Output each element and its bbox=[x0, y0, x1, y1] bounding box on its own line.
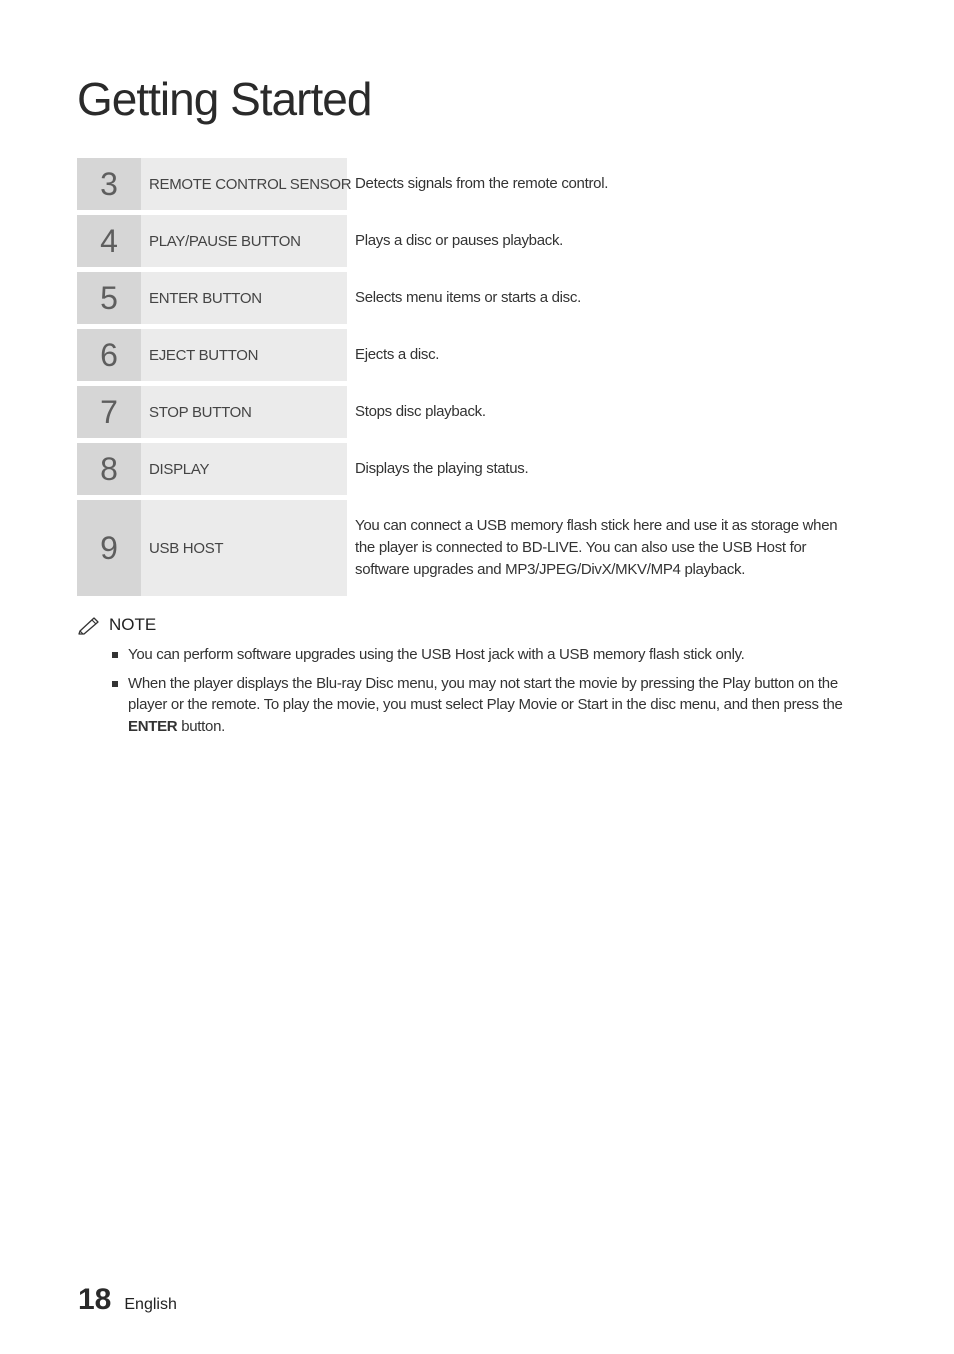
item-name: STOP BUTTON bbox=[141, 386, 347, 438]
item-description: Ejects a disc. bbox=[355, 346, 440, 363]
component-table bbox=[77, 158, 867, 601]
item-number: 9 bbox=[77, 500, 141, 596]
item-number: 4 bbox=[77, 215, 141, 267]
page-language: English bbox=[124, 1296, 177, 1313]
list-item bbox=[77, 673, 867, 738]
table-row bbox=[77, 215, 867, 267]
item-description: Plays a disc or pauses playback. bbox=[355, 232, 564, 249]
table-row bbox=[77, 443, 867, 495]
table-row bbox=[77, 158, 867, 210]
note-list bbox=[77, 644, 867, 737]
item-number: 6 bbox=[77, 329, 141, 381]
item-description: Detects signals from the remote control. bbox=[355, 175, 609, 192]
enter-keyword: ENTER bbox=[128, 717, 178, 735]
note-text bbox=[128, 673, 864, 738]
list-item bbox=[77, 644, 867, 666]
item-name: REMOTE CONTROL SENSOR bbox=[141, 158, 347, 210]
page-title: Getting Started bbox=[77, 73, 372, 125]
item-description: Displays the playing status. bbox=[355, 460, 529, 477]
item-description: Stops disc playback. bbox=[355, 403, 486, 420]
item-number: 7 bbox=[77, 386, 141, 438]
item-name: PLAY/PAUSE BUTTON bbox=[141, 215, 347, 267]
note-header bbox=[77, 612, 867, 638]
item-description: You can connect a USB memory flash stick here and use it as storage when the player is connected to BD-LIVE. You can also use the USB Host for software upgrades and MP3/JPEG/DivX/MKV/MP4 playback. bbox=[355, 517, 838, 578]
item-name: USB HOST bbox=[141, 500, 347, 596]
item-number: 8 bbox=[77, 443, 141, 495]
item-number: 5 bbox=[77, 272, 141, 324]
page-number: 18 bbox=[78, 1283, 112, 1316]
item-name: EJECT BUTTON bbox=[141, 329, 347, 381]
bullet-icon bbox=[112, 681, 118, 687]
bullet-icon bbox=[112, 652, 118, 658]
note-text-part: button. bbox=[177, 717, 225, 735]
item-name: ENTER BUTTON bbox=[141, 272, 347, 324]
note-text: You can perform software upgrades using the USB Host jack with a USB memory flash stick only. bbox=[128, 646, 745, 663]
table-row bbox=[77, 272, 867, 324]
table-row bbox=[77, 329, 867, 381]
table-row bbox=[77, 386, 867, 438]
note-section bbox=[77, 612, 867, 744]
item-number: 3 bbox=[77, 158, 141, 210]
page-footer bbox=[78, 1283, 177, 1317]
note-label: NOTE bbox=[109, 615, 157, 634]
pencil-icon bbox=[77, 615, 101, 635]
note-text-part: When the player displays the Blu-ray Disc menu, you may not start the movie by pressing the Play button on the player or the remote. To play the movie, you must select Play Movie or Start in the disc menu, and then press the bbox=[128, 674, 843, 713]
item-name: DISPLAY bbox=[141, 443, 347, 495]
item-description: Selects menu items or starts a disc. bbox=[355, 289, 581, 306]
table-row bbox=[77, 500, 867, 596]
